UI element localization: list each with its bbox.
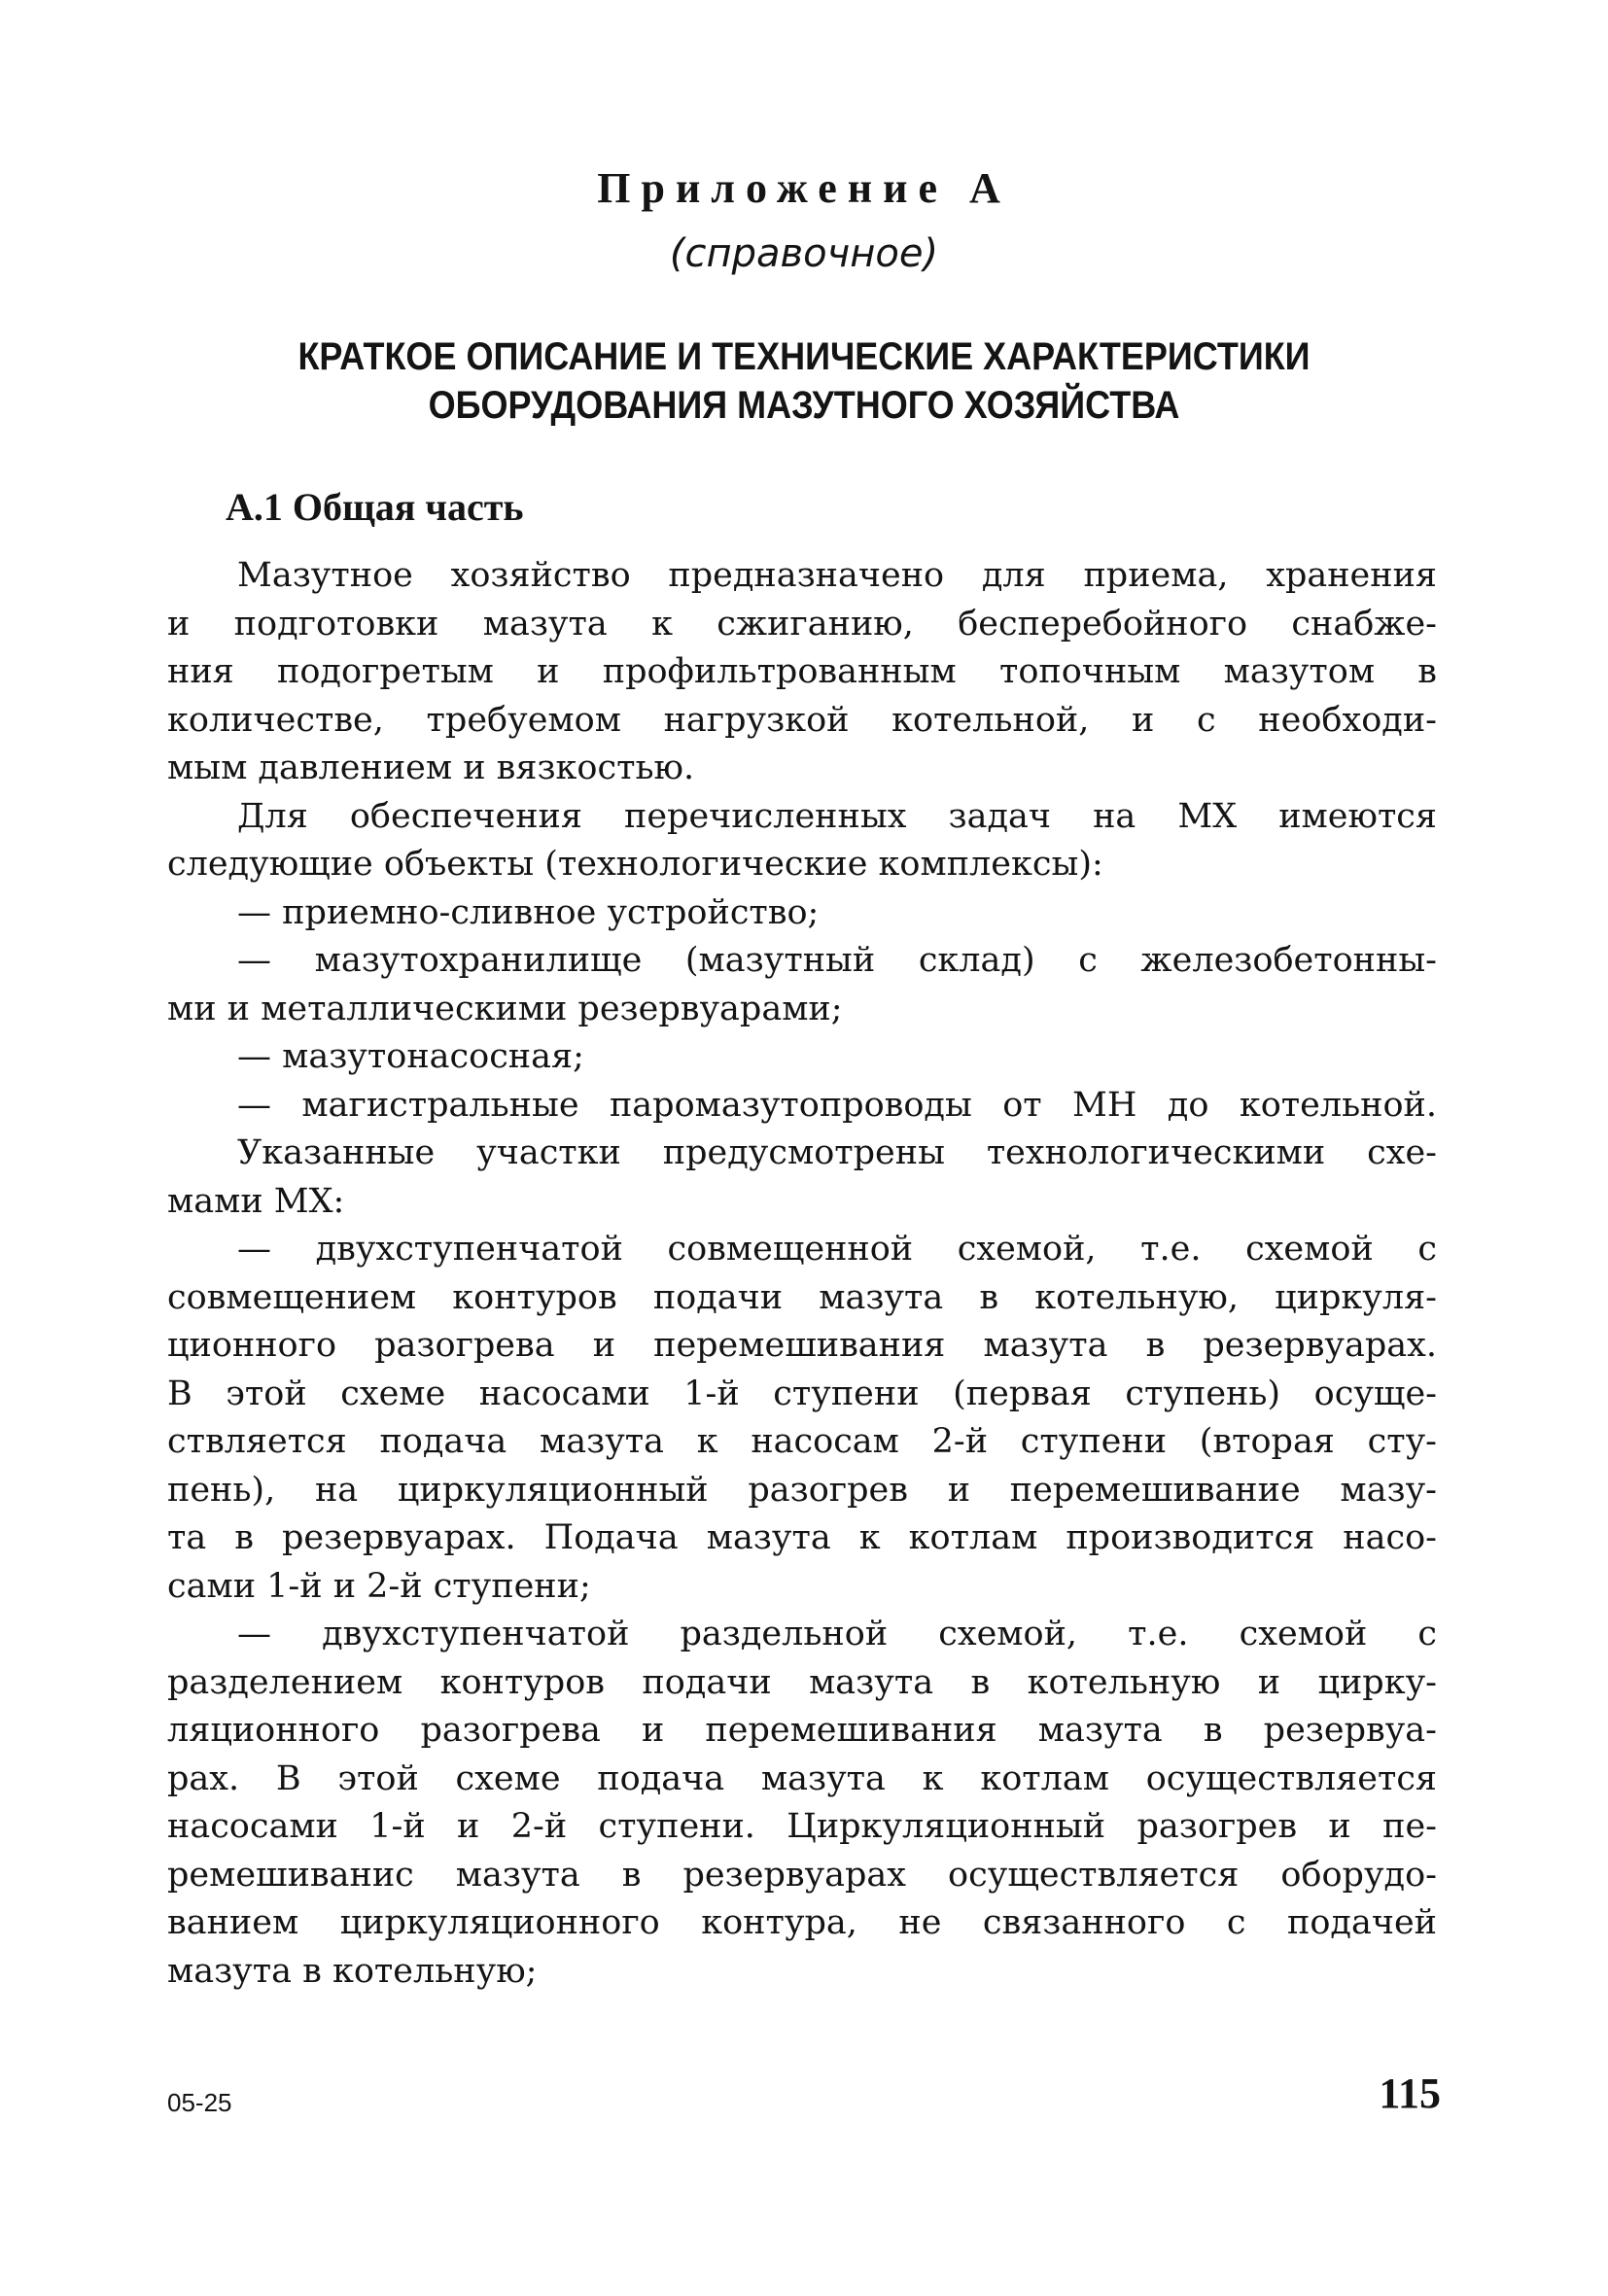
body-text [167, 552, 1437, 1996]
text-line: В этой схеме насосами 1-й ступени (первая ступень) осуще- [167, 1374, 1437, 1413]
text-line: ционного разогрева и перемешивания мазута в резервуарах. [167, 1326, 1437, 1365]
text-line: рах. В этой схеме подача мазута к котлам осуществляется [167, 1758, 1437, 1798]
text-line: ванием циркуляционного контура, не связанного с подачей [167, 1903, 1437, 1942]
text-line: — магистральные паромазутопроводы от МН до котельной. [237, 1085, 1437, 1125]
text-line: ния подогретым и профильтрованным топочным мазутом в [167, 652, 1437, 691]
text-line: и подготовки мазута к сжиганию, бесперебойного снабже- [167, 604, 1437, 644]
text-line: Мазутное хозяйство предназначено для приема, хранения [237, 556, 1437, 595]
text-line: ляционного разогрева и перемешивания мазута в резервуа- [167, 1711, 1437, 1750]
main-heading-line: КРАТКОЕ ОПИСАНИЕ И ТЕХНИЧЕСКИЕ ХАРАКТЕРИСТИКИ [297, 335, 1311, 378]
text-line: — мазутонасосная; [237, 1037, 584, 1076]
text-line: — приемно-сливное устройство; [237, 892, 820, 932]
text-line: — двухступенчатой раздельной схемой, т.е. схемой с [237, 1615, 1437, 1653]
appendix-subtitle: (справочное) [669, 231, 939, 276]
text-line: насосами 1-й и 2-й ступени. Циркуляционный разогрев и пе- [167, 1807, 1437, 1846]
text-line: ремешиванис мазута в резервуарах осуществляется оборудо- [167, 1855, 1437, 1895]
text-line: разделением контуров подачи мазута в котельную и цирку- [167, 1662, 1437, 1702]
text-line: мазута в котельную; [167, 1951, 538, 1991]
text-line: Указанные участки предусмотрены технологическими схе- [237, 1133, 1437, 1172]
text-line: количестве, требуемом нагрузкой котельной, и с необходи- [167, 700, 1437, 740]
appendix-title: Приложение А [597, 164, 1011, 212]
text-line: Для обеспечения перечисленных задач на МХ имеются [237, 796, 1437, 836]
text-line: сами 1-й и 2-й ступени; [167, 1566, 591, 1606]
main-heading [81, 332, 1528, 430]
text-line: та в резервуарах. Подача мазута к котлам производится насо- [167, 1518, 1437, 1557]
text-line: мым давлением и вязкостью. [167, 748, 695, 787]
page-number: 115 [1379, 2070, 1441, 2117]
text-line: следующие объекты (технологические комплексы): [167, 845, 1103, 884]
text-line: ми и металлическими резервуарами; [167, 989, 843, 1028]
text-line: пень), на циркуляционный разогрев и перемешивание мазу- [167, 1470, 1437, 1510]
text-line: совмещением контуров подачи мазута в котельную, циркуля- [167, 1277, 1437, 1317]
main-heading-line: ОБОРУДОВАНИЯ МАЗУТНОГО ХОЗЯЙСТВА [428, 384, 1180, 427]
text-line: ствляется подача мазута к насосам 2-й ступени (вторая сту- [167, 1422, 1437, 1461]
text-line: мами МХ: [167, 1181, 345, 1221]
footer-code: 05-25 [167, 2088, 232, 2117]
section-heading: А.1 Общая часть [226, 485, 524, 529]
text-line: — двухступенчатой совмещенной схемой, т.е. схемой с [237, 1230, 1437, 1269]
text-line: — мазутохранилище (мазутный склад) с железобетонны- [237, 941, 1437, 980]
